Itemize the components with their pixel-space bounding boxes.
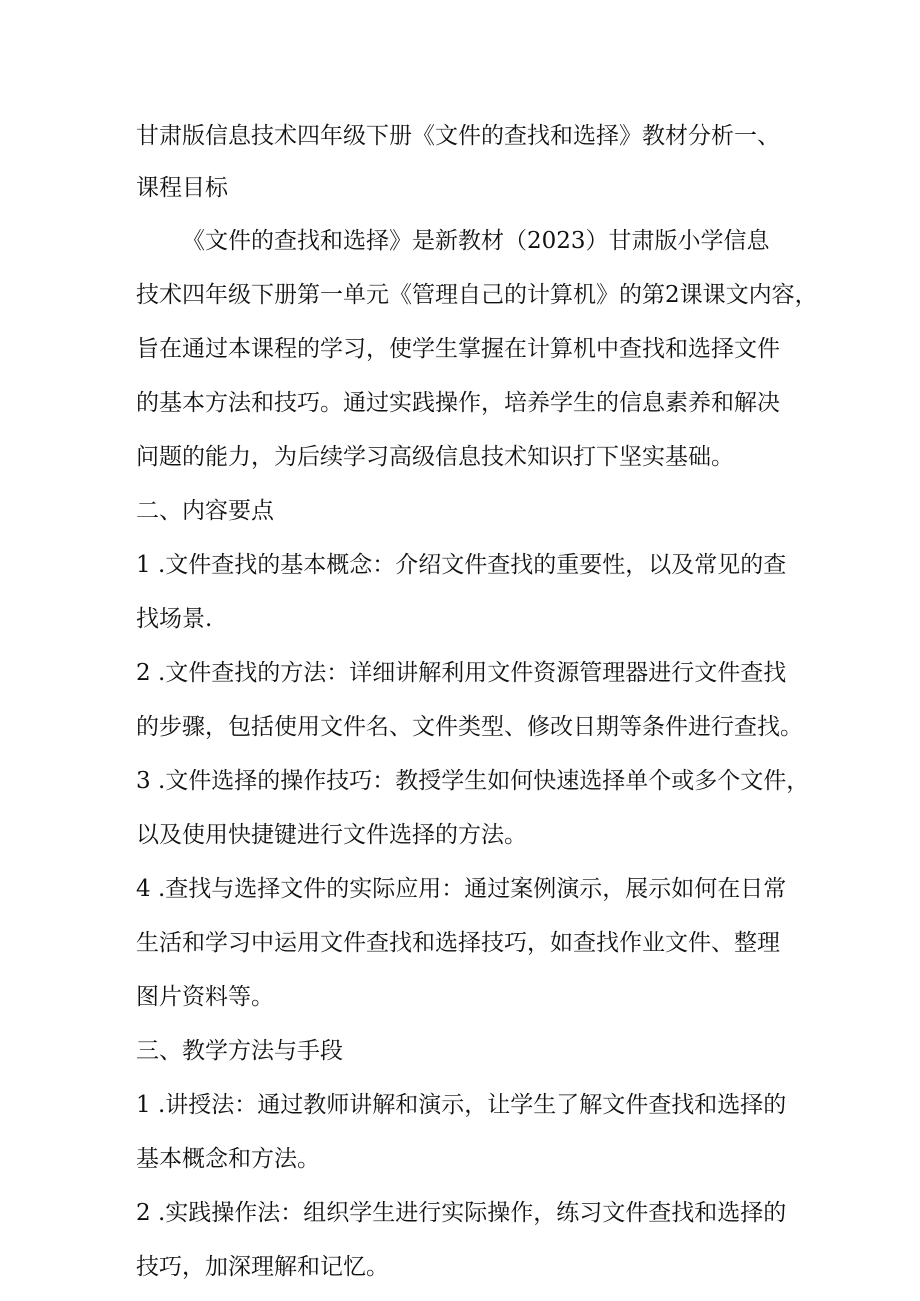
content-point-2-line-1: 2 .文件查找的方法：详细讲解利用文件资源管理器进行文件查找 bbox=[136, 660, 787, 686]
teaching-method-2-line-2: 技巧，加深理解和记忆。 bbox=[136, 1254, 389, 1280]
content-point-4-line-2: 生活和学习中运用文件查找和选择技巧，如查找作业文件、整理 bbox=[136, 930, 780, 956]
intro-paragraph-line-4: 的基本方法和技巧。通过实践操作，培养学生的信息素养和解决 bbox=[136, 390, 780, 416]
content-point-1-line-1: 1 .文件查找的基本概念：介绍文件查找的重要性，以及常见的查 bbox=[136, 552, 787, 578]
document-title-line-2: 课程目标 bbox=[136, 175, 228, 201]
intro-paragraph-line-5: 问题的能力，为后续学习高级信息技术知识打下坚实基础。 bbox=[136, 444, 734, 470]
intro-paragraph-line-1: 《文件的查找和选择》是新教材（2023）甘肃版小学信息 bbox=[182, 228, 770, 254]
content-point-4-line-1: 4 .查找与选择文件的实际应用：通过案例演示，展示如何在日常 bbox=[136, 876, 787, 902]
teaching-method-2-line-1: 2 .实践操作法：组织学生进行实际操作，练习文件查找和选择的 bbox=[136, 1200, 787, 1226]
section-heading-teaching-methods: 三、教学方法与手段 bbox=[136, 1038, 343, 1064]
section-heading-content-points: 二、内容要点 bbox=[136, 498, 274, 524]
content-point-4-line-3: 图片资料等。 bbox=[136, 984, 274, 1010]
teaching-method-1-line-2: 基本概念和方法。 bbox=[136, 1146, 320, 1172]
intro-paragraph-line-3: 旨在通过本课程的学习，使学生掌握在计算机中查找和选择文件 bbox=[136, 336, 780, 362]
content-point-3-line-2: 以及使用快捷键进行文件选择的方法。 bbox=[136, 822, 527, 848]
document-title-line-1: 甘肃版信息技术四年级下册《文件的查找和选择》教材分析一、 bbox=[136, 123, 780, 149]
content-point-3-line-1: 3 .文件选择的操作技巧：教授学生如何快速选择单个或多个文件， bbox=[136, 768, 810, 794]
teaching-method-1-line-1: 1 .讲授法：通过教师讲解和演示，让学生了解文件查找和选择的 bbox=[136, 1092, 787, 1118]
intro-paragraph-line-2: 技术四年级下册第一单元《管理自己的计算机》的第2课课文内容， bbox=[136, 282, 818, 308]
content-point-2-line-2: 的步骤，包括使用文件名、文件类型、修改日期等条件进行查找。 bbox=[136, 714, 803, 740]
document-body bbox=[136, 110, 818, 1294]
content-point-1-line-2: 找场景. bbox=[136, 606, 213, 632]
